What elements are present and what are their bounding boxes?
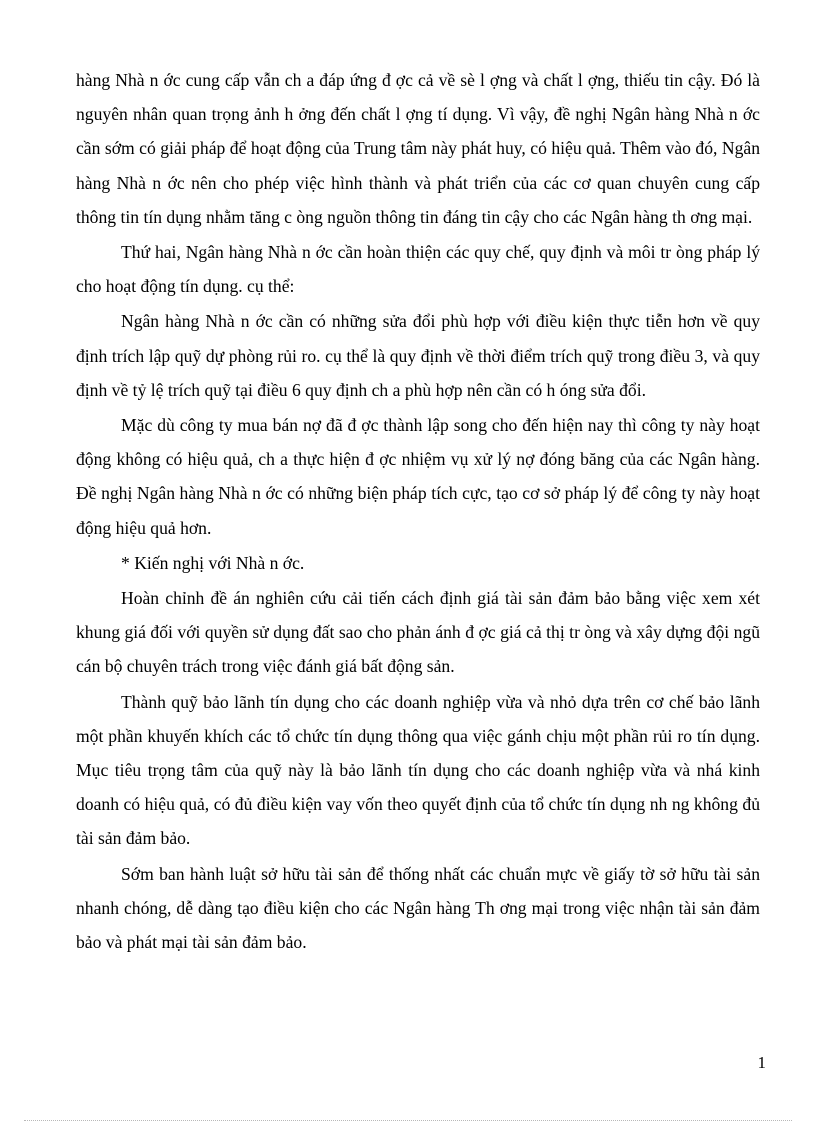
paragraph-sbv-credit-info: hàng Nhà n ớc cung cấp vẫn ch a đáp ứng đ ợc cả về sè l ợng và chất l ợng, thiếu tin cậy. Đó là nguyên nhân quan trọng ảnh h ởng đến chất l ợng tí dụng. Vì vậy, đề nghị Ngân hàng Nhà n ớc cần sớm có giải pháp để hoạt động của Trung tâm này phát huy, có hiệu quả. Thêm vào đó, Ngân hàng Nhà n ớc nên cho phép việc hình thành và phát triển của các cơ quan chuyên cung cấp thông tin tín dụng nhằm tăng c òng nguồn thông tin đáng tin cậy cho các Ngân hàng th ơng mại. [76,70,760,227]
footer-divider [24,1120,792,1121]
document-body [76,63,760,959]
paragraph-property-ownership-law: Sớm ban hành luật sở hữu tài sản để thống nhất các chuẩn mực về giấy tờ sở hữu tài sản nhanh chóng, dễ dàng tạo điều kiện cho các Ngân hàng Th ơng mại trong việc nhận tài sản đảm bảo và phát mại tài sản đảm bảo. [76,863,760,953]
paragraph-credit-guarantee-fund: Thành quỹ bảo lãnh tín dụng cho các doanh nghiệp vừa và nhỏ dựa trên cơ chế bảo lãnh một phần khuyến khích các tổ chức tín dụng thông qua việc gánh chịu một phần rủi ro tín dụng. Mục tiêu trọng tâm của quỹ này là bảo lãnh tín dụng cho các doanh nghiệp vừa và nhá kinh doanh có hiệu quả, có đủ điều kiện vay vốn theo quyết định của tổ chức tín dụng nh ng không đủ tài sản đảm bảo. [76,691,760,849]
paragraph-second-legal-framework: Thứ hai, Ngân hàng Nhà n ớc cần hoàn thiện các quy chế, quy định và môi tr òng pháp lý cho hoạt động tín dụng. cụ thể: [76,242,760,297]
paragraph-collateral-valuation: Hoàn chỉnh đề án nghiên cứu cải tiến cách định giá tài sản đảm bảo bằng việc xem xét khung giá đối với quyền sử dụng đất sao cho phản ánh đ ợc giá cả thị tr òng và xây dựng đội ngũ cán bộ chuyên trách trong việc đánh giá bất động sản. [76,588,760,677]
paragraph-debt-trading-company: Mặc dù công ty mua bán nợ đã đ ợc thành lập song cho đến hiện nay thì công ty này hoạt động không có hiệu quả, ch a thực hiện đ ợc nhiệm vụ xử lý nợ đóng băng của các Ngân hàng. Đề nghị Ngân hàng Nhà n ớc có những biện pháp tích cực, tạo cơ sở pháp lý để công ty này hoạt động hiệu quả hơn. [76,415,760,538]
paragraph-risk-provision-rules: Ngân hàng Nhà n ớc cần có những sửa đổi phù hợp với điều kiện thực tiễn hơn về quy định trích lập quỹ dự phòng rủi ro. cụ thể là quy định về thời điểm trích quỹ trong điều 3, và quy định về tỷ lệ trích quỹ tại điều 6 quy định ch a phù hợp nên cần có h óng sửa đổi. [76,311,760,400]
page-number: 1 [757,1053,766,1072]
paragraph-recommendation-heading: * Kiến nghị với Nhà n ớc. [121,552,305,573]
